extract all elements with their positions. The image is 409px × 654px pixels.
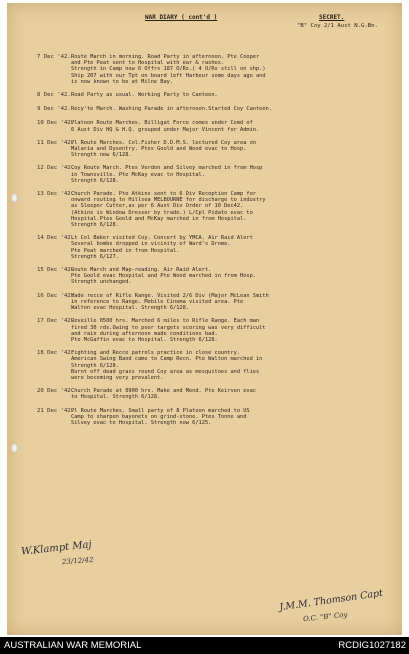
- entry-date: 17 Dec '42.: [37, 318, 75, 325]
- entry-line: Church Parade at 0900 hrs. Make and Mend. Pte Keirven evac: [71, 388, 256, 395]
- diary-title: WAR DIARY ( cont'd ): [145, 14, 218, 21]
- diary-entries: [37, 47, 397, 426]
- entry-date: 15 Dec '42.: [37, 267, 75, 274]
- archive-footer: [0, 637, 409, 654]
- punch-hole: [11, 193, 18, 203]
- entry-line: Hospital.Ptes Goold and McKay marched in from Hospital.: [71, 215, 247, 222]
- entry-line: Pte McGaffin evac to Hospital. Strength 6/128.: [71, 336, 218, 343]
- classification-label: SECRET.: [319, 14, 345, 21]
- entry-text: [71, 235, 393, 260]
- diary-entry: [37, 267, 397, 286]
- entry-line: to Hospital. Strength 6/128.: [71, 394, 161, 401]
- entry-text: [71, 267, 393, 286]
- entry-line: 6 Aust Div HQ & H.Q. grouped under Major Vincent for Admin.: [71, 126, 260, 133]
- handwritten-initials: W.Klampt Maj: [20, 539, 93, 558]
- entry-text: [71, 293, 393, 312]
- entry-line: Reveille 0500 hrs. Marched 6 miles to Rifle Range. Each man: [71, 318, 260, 325]
- entry-line: in reference to Range. Mobile Cinema visited area. Pte: [71, 298, 244, 305]
- diary-entry: [37, 140, 397, 159]
- entry-line: Pl Route Marches. Col.Fisher D.D.M.S. lectured Coy area on: [71, 139, 256, 146]
- entry-line: and rain during afternoon made conditions bad.: [71, 330, 218, 337]
- entry-date: 21 Dec '42.: [37, 407, 75, 414]
- entry-date: 12 Dec '42.: [37, 165, 75, 172]
- diary-entry: [37, 318, 397, 343]
- entry-line: Pl Route Marches. Small party of 8 Platoon marched to US: [71, 407, 250, 414]
- entry-date: 14 Dec '42.: [37, 235, 75, 242]
- entry-text: [71, 191, 393, 228]
- punch-hole: [11, 443, 18, 453]
- diary-entry: [37, 388, 397, 400]
- entry-line: American Swing Band came to Camp Recn. Pte Walton marched in: [71, 356, 263, 363]
- entry-line: fired 30 rds.Owing to poor targets scoring was very difficult: [71, 324, 266, 331]
- entry-date: 13 Dec '42.: [37, 191, 75, 198]
- entry-text: [71, 408, 393, 427]
- entry-line: Lt Col Baker visited Coy. Concert by YMCA. Air Raid Alert: [71, 235, 253, 242]
- entry-date: 20 Dec '42.: [37, 388, 75, 395]
- entry-line: Walton evac Hospital. Strength 6/128.: [71, 305, 189, 312]
- entry-date: 7 Dec '42.: [37, 54, 71, 60]
- entry-line: Strength 6/128.: [71, 177, 119, 184]
- entry-line: Road Party as usual. Working Party to Canteen.: [71, 92, 218, 99]
- entry-line: Route March in morning. Road Party in afternoon. Pte Cooper: [71, 54, 260, 60]
- entry-line: (Atkins is Window Dresser by trade.) L/Cpl Pidato evac to: [71, 209, 253, 216]
- entry-line: is now known to be at Milne Bay.: [71, 78, 174, 85]
- entry-line: onward routing to Hillsea MELBOURNE for discharge to industry: [71, 197, 266, 204]
- entry-date: 9 Dec '42.: [37, 106, 71, 113]
- entry-text: [71, 318, 393, 343]
- officer-signature: J.M.M. Thomson Capt: [278, 587, 384, 614]
- diary-entry: [37, 106, 397, 112]
- entry-text: [71, 54, 393, 85]
- diary-entry: [37, 120, 397, 132]
- entry-date: 16 Dec '42.: [37, 292, 75, 299]
- entry-line: Coy Route March. Ptes Verdon and Silvey marched in from Hosp: [71, 165, 263, 172]
- diary-entry: [37, 235, 397, 260]
- entry-text: [71, 388, 393, 400]
- entry-line: Strength 6/128.: [71, 362, 119, 369]
- diary-entry: [37, 350, 397, 381]
- diary-entry: [37, 92, 397, 98]
- entry-line: Platoon Route Marches. Billigat Force comes under Comd of: [71, 120, 253, 127]
- entry-line: in Townsville. Pte McKay evac to Hospital.: [71, 171, 205, 178]
- entry-line: Burnt off dead grass round Coy area as mosquitoes and flies: [71, 368, 260, 375]
- diary-entry: [37, 191, 397, 228]
- unit-label: "B" Coy 2/1 Aust N.G.Bn.: [297, 23, 378, 29]
- entry-text: [71, 140, 393, 159]
- entry-line: Church Parade. Pte Atkins sent to 6 Div Reception Camp for: [71, 191, 256, 198]
- entry-text: [71, 106, 393, 112]
- entry-line: Camp to sharpen bayonets on grind-stone. Ptes Tonne and: [71, 413, 247, 420]
- diary-entry: [37, 165, 397, 184]
- footer-institution: AUSTRALIAN WAR MEMORIAL: [4, 640, 142, 651]
- entry-line: Made recce of Rifle Range. Visited 2/6 Div (Major McLean Smith: [71, 292, 269, 299]
- entry-text: [71, 92, 393, 98]
- entry-line: as Sleeper Cutter,as per 6 Aust Div Order of 10 Dec42.: [71, 203, 244, 210]
- entry-text: [71, 165, 393, 184]
- entry-line: Strength 6/128.: [71, 222, 119, 229]
- diary-entry: [37, 54, 397, 85]
- entry-date: 18 Dec '42.: [37, 350, 75, 357]
- entry-text: [71, 350, 393, 381]
- entry-line: Malaria and Dysentry. Ptes Goold and Wood evac to Hosp.: [71, 146, 247, 153]
- entry-line: Strength now 6/128.: [71, 152, 132, 159]
- entry-line: Pte Goold evac Hospital and Pte Wood marched in from Hosp.: [71, 273, 256, 280]
- footer-record-id: RCDIG1027182: [338, 640, 406, 651]
- entry-line: Ship 207 with our Tpt on board left Harbour some days ago and: [71, 72, 266, 79]
- entry-line: Recy'te March. Washing Parade in afternoon.Started Coy Canteen.: [71, 106, 272, 113]
- diary-entry: [37, 293, 397, 312]
- officer-title: O.C. "B" Coy: [302, 610, 348, 624]
- entry-line: Pte Peat marched in from Hospital.: [71, 247, 180, 254]
- entry-line: Strength 6/127.: [71, 253, 119, 260]
- entry-line: Route March and Map-reading. Air Raid Alert.: [71, 267, 212, 274]
- entry-line: Strength unchanged.: [71, 279, 132, 286]
- entry-text: [71, 120, 393, 132]
- handwritten-date: 23/12/42: [61, 555, 94, 567]
- entry-line: Fighting and Recce patrols practice in close country.: [71, 350, 241, 357]
- diary-entry: [37, 408, 397, 427]
- entry-date: 10 Dec '42.: [37, 120, 75, 127]
- entry-line: and Pte Peat sent to Hospital with ear & rashes.: [71, 60, 225, 67]
- entry-date: 8 Dec '42.: [37, 92, 71, 99]
- entry-line: Several bombs dropped in vicinity of Ward's Drome.: [71, 241, 231, 248]
- entry-date: 11 Dec '42.: [37, 139, 75, 146]
- entry-line: were becoming very prevalent.: [71, 374, 164, 381]
- diary-page: [7, 3, 402, 635]
- entry-line: Silvey evac to Hospital. Strength now 6/125.: [71, 419, 212, 426]
- entry-line: Strength in Camp now 6 Offrs 187 O/Rs.( 4 O/Rs still on shp.): [71, 66, 266, 73]
